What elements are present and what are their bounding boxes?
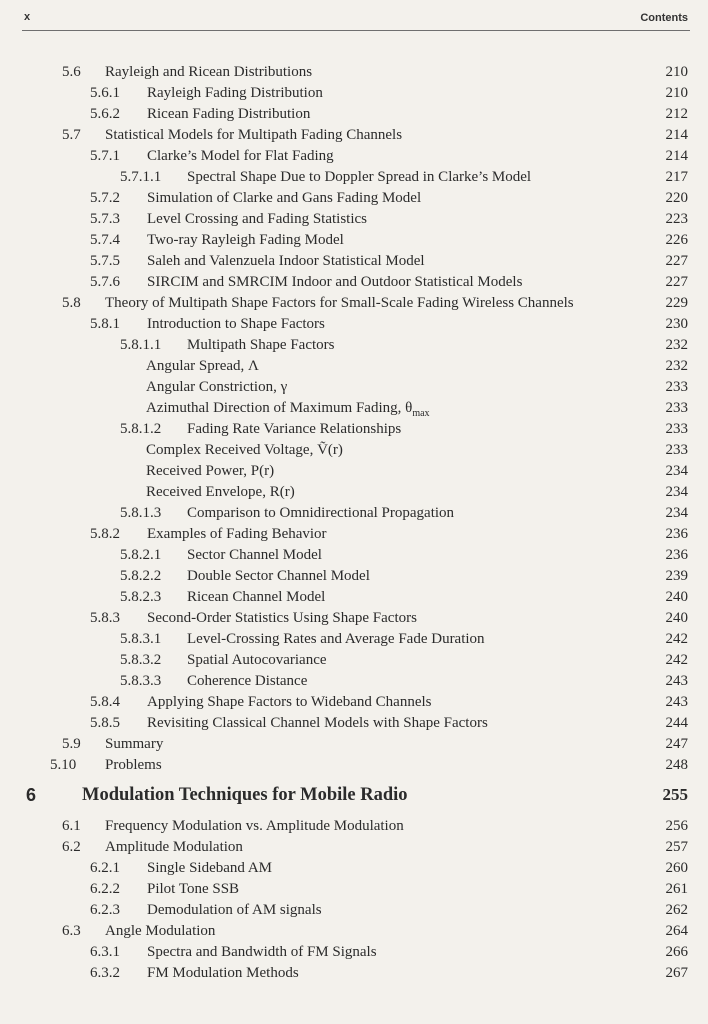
toc-entry-number: 5.8.1 — [90, 316, 120, 332]
toc-entry-title-text: Received Power, P(r) — [146, 463, 275, 479]
toc-entry-number: 5.9 — [62, 736, 81, 752]
toc-entry-title — [147, 211, 367, 228]
toc-entry-page: 233 — [665, 442, 688, 458]
toc-entry-title — [147, 190, 421, 207]
toc-entry-title — [187, 652, 327, 669]
toc-entry-number: 6.3.2 — [90, 965, 120, 981]
toc-entry-page: 239 — [665, 568, 688, 584]
toc-entry — [0, 944, 708, 964]
toc-entry-page: 226 — [665, 232, 688, 248]
toc-entry — [0, 148, 708, 168]
toc-entry — [0, 652, 708, 672]
toc-entry-title-text: Single Sideband AM — [147, 860, 273, 876]
toc-entry-title-text: Azimuthal Direction of Maximum Fading, θ — [146, 400, 413, 416]
toc-entry — [0, 232, 708, 252]
toc-entry — [0, 295, 708, 315]
toc-entry — [0, 442, 708, 462]
toc-entry-page: 255 — [662, 785, 688, 804]
toc-entry-page: 214 — [665, 127, 688, 143]
toc-entry-title — [105, 295, 574, 312]
toc-entry-title-text: Examples of Fading Behavior — [147, 526, 327, 542]
toc-entry-number: 5.7.3 — [90, 211, 120, 227]
toc-entry-title — [147, 316, 325, 333]
toc-entry-page: 227 — [665, 274, 688, 290]
toc-entry-title — [105, 757, 162, 774]
toc-entry-title-text: Theory of Multipath Shape Factors for Small-Scale Fading Wireless Channels — [105, 295, 574, 311]
toc-entry-number: 5.8.3.3 — [120, 673, 162, 689]
toc-entry-title-text: Sector Channel Model — [187, 547, 322, 563]
toc-entry — [0, 694, 708, 714]
toc-entry-number: 5.8 — [62, 295, 81, 311]
toc-entry-title — [147, 860, 272, 877]
toc-entry-number: 5.6 — [62, 64, 81, 80]
toc-entry-number: 6.2.2 — [90, 881, 120, 897]
toc-entry-title-text: Amplitude Modulation — [105, 839, 243, 855]
toc-entry-title — [105, 736, 163, 753]
toc-entry-title-text: Rayleigh Fading Distribution — [147, 85, 323, 101]
toc-entry-title — [147, 106, 310, 123]
toc-entry-title-text: Modulation Techniques for Mobile Radio — [82, 785, 408, 805]
toc-entry-title — [105, 64, 312, 81]
toc-entry-title-text: Angular Constriction, γ — [146, 379, 288, 395]
toc-entry-number: 5.8.2.1 — [120, 547, 162, 563]
toc-entry-number: 5.7 — [62, 127, 81, 143]
toc-entry-title-text: Demodulation of AM signals — [147, 902, 322, 918]
toc-entry-title — [147, 526, 327, 543]
toc-entry-title-text: Ricean Channel Model — [187, 589, 326, 605]
header-page-number: x — [24, 11, 31, 23]
toc-entry-title — [105, 818, 404, 835]
toc-entry-title-text: Multipath Shape Factors — [187, 337, 335, 353]
toc-entry-page: 261 — [665, 881, 688, 897]
toc-entry-title-text: Double Sector Channel Model — [187, 568, 370, 584]
toc-entry — [0, 673, 708, 693]
toc-entry — [0, 589, 708, 609]
toc-entry-title-text: FM Modulation Methods — [147, 965, 299, 981]
toc-entry-title — [146, 379, 287, 396]
toc-entry-title-subscript: max — [412, 408, 430, 419]
toc-entry-title-text: SIRCIM and SMRCIM Indoor and Outdoor Statistical Models — [147, 274, 523, 290]
toc-entry-page: 240 — [665, 589, 688, 605]
toc-entry-number: 6.1 — [62, 818, 81, 834]
toc-entry-title — [147, 694, 432, 711]
toc-entry-title-text: Spectral Shape Due to Doppler Spread in Clarke’s Model — [187, 169, 532, 185]
toc-entry-number: 5.7.1.1 — [120, 169, 162, 185]
toc-entry-page: 244 — [665, 715, 688, 731]
toc-entry-page: 260 — [665, 860, 688, 876]
toc-entry-title — [105, 127, 402, 144]
toc-entry-title-text: Problems — [105, 757, 162, 773]
toc-entry-title-text: Applying Shape Factors to Wideband Channels — [147, 694, 432, 710]
toc-entry-page: 257 — [665, 839, 688, 855]
toc-entry — [0, 127, 708, 147]
toc-entry-title — [147, 148, 334, 165]
toc-entry — [0, 631, 708, 651]
toc-entry — [0, 715, 708, 735]
toc-entry-title-text: Received Envelope, R(r) — [146, 484, 295, 500]
toc-entry — [0, 839, 708, 859]
toc-entry — [0, 757, 708, 777]
toc-entry-number: 5.8.3 — [90, 610, 120, 626]
toc-entry-number: 6.2 — [62, 839, 81, 855]
toc-entry-title-text: Complex Received Voltage, Ṽ(r) — [146, 442, 343, 458]
toc-entry — [0, 211, 708, 231]
toc-entry — [0, 421, 708, 441]
toc-entry-title-text: Statistical Models for Multipath Fading Channels — [105, 127, 403, 143]
toc-entry-title — [146, 463, 274, 480]
toc-entry-title-text: Angle Modulation — [105, 923, 216, 939]
header-title: Contents — [640, 12, 688, 24]
toc-entry-number: 5.7.5 — [90, 253, 120, 269]
toc-entry — [0, 610, 708, 630]
toc-entry-number: 5.6.1 — [90, 85, 120, 101]
toc-entry-title — [187, 673, 307, 690]
toc-entry-title-text: Rayleigh and Ricean Distributions — [105, 64, 313, 80]
toc-entry-page: 243 — [665, 694, 688, 710]
toc-entry — [0, 85, 708, 105]
toc-entry-number: 6.2.1 — [90, 860, 120, 876]
toc-entry-number: 5.7.4 — [90, 232, 120, 248]
toc-entry-page: 230 — [665, 316, 688, 332]
toc-entry-title-text: Fading Rate Variance Relationships — [187, 421, 402, 437]
toc-entry — [0, 358, 708, 378]
toc-entry-number: 5.8.3.2 — [120, 652, 162, 668]
toc-entry — [0, 818, 708, 838]
toc-entry-page: 233 — [665, 400, 688, 416]
toc-entry — [0, 923, 708, 943]
toc-entry-title — [146, 358, 259, 375]
toc-entry-title-text: Ricean Fading Distribution — [147, 106, 311, 122]
toc-entry-page: 223 — [665, 211, 688, 227]
toc-entry-page: 236 — [665, 526, 688, 542]
toc-entry-page: 234 — [665, 463, 688, 479]
toc-entry-title — [146, 442, 343, 459]
toc-entry-number: 5.8.2 — [90, 526, 120, 542]
toc-entry-page: 256 — [665, 818, 688, 834]
toc-entry-title — [105, 839, 243, 856]
toc-entry-page: 243 — [665, 673, 688, 689]
toc-entry-number: 6.3.1 — [90, 944, 120, 960]
toc-entry — [0, 568, 708, 588]
toc-entry — [0, 902, 708, 922]
toc-entry-page: 214 — [665, 148, 688, 164]
toc-entry-page: 232 — [665, 358, 688, 374]
toc-entry — [0, 881, 708, 901]
toc-entry-page: 233 — [665, 379, 688, 395]
toc-entry-title-text: Frequency Modulation vs. Amplitude Modulation — [105, 818, 404, 834]
toc-entry-page: 233 — [665, 421, 688, 437]
toc-entry-title — [147, 232, 344, 249]
toc-entry-page: 247 — [665, 736, 688, 752]
toc-entry-title — [187, 631, 485, 648]
toc-entry — [0, 400, 708, 420]
toc-entry-number: 5.6.2 — [90, 106, 120, 122]
toc-entry-title — [147, 965, 299, 982]
toc-entry-number: 5.10 — [50, 757, 77, 773]
toc-entry — [0, 64, 708, 84]
toc-entry-title-text: Level-Crossing Rates and Average Fade Duration — [187, 631, 485, 647]
toc-entry-page: 234 — [665, 505, 688, 521]
toc-entry-page: 210 — [665, 85, 688, 101]
toc-entry-page: 242 — [665, 631, 688, 647]
toc-entry-number: 5.8.4 — [90, 694, 120, 710]
toc-entry-number: 5.8.2.2 — [120, 568, 162, 584]
toc-entry-title — [147, 85, 323, 102]
toc-entry — [0, 337, 708, 357]
toc-entry-title-text: Pilot Tone SSB — [147, 881, 240, 897]
toc-entry-number: 5.8.2.3 — [120, 589, 162, 605]
toc-entry-page: 262 — [665, 902, 688, 918]
toc-entry — [0, 965, 708, 985]
toc-entry-page: 240 — [665, 610, 688, 626]
toc-entry — [0, 274, 708, 294]
toc-entry-number: 5.7.1 — [90, 148, 120, 164]
toc-entry-title — [82, 785, 408, 806]
toc-entry-number: 5.8.1.1 — [120, 337, 162, 353]
toc-entry-title-text: Summary — [105, 736, 164, 752]
toc-entry — [0, 547, 708, 567]
toc-entry — [0, 526, 708, 546]
toc-entry-number: 5.7.6 — [90, 274, 120, 290]
toc-entry-title-text: Introduction to Shape Factors — [147, 316, 325, 332]
toc-entry-title-text: Two-ray Rayleigh Fading Model — [147, 232, 344, 248]
toc-entry-title — [147, 253, 425, 270]
toc-entry-title — [187, 169, 531, 186]
toc-entry-title-text: Revisiting Classical Channel Models with Shape Factors — [147, 715, 488, 731]
toc-entry-title — [147, 944, 377, 961]
toc-entry — [0, 860, 708, 880]
toc-entry-title-text: Coherence Distance — [187, 673, 308, 689]
toc-entry-page: 217 — [665, 169, 688, 185]
toc-entry — [0, 379, 708, 399]
toc-entry-page: 266 — [665, 944, 688, 960]
toc-entry-page: 264 — [665, 923, 688, 939]
toc-entry-number: 5.8.1.2 — [120, 421, 162, 437]
toc-entry-title — [147, 610, 417, 627]
toc-entry — [0, 253, 708, 273]
toc-entry-title — [187, 547, 322, 564]
toc-entry-number: 6 — [26, 785, 37, 805]
toc-entry-number: 5.7.2 — [90, 190, 120, 206]
toc-entry — [0, 190, 708, 210]
toc-entry-page: 227 — [665, 253, 688, 269]
toc-entry-page: 242 — [665, 652, 688, 668]
toc-entry-page: 220 — [665, 190, 688, 206]
toc-entry-title — [146, 400, 430, 419]
toc-entry-title — [146, 484, 295, 501]
toc-entry — [0, 316, 708, 336]
toc-entry-page: 210 — [665, 64, 688, 80]
toc-entry-title-text: Spatial Autocovariance — [187, 652, 327, 668]
toc-entry-number: 5.8.1.3 — [120, 505, 162, 521]
toc-entry-title — [187, 421, 401, 438]
toc-entry-page: 212 — [665, 106, 688, 122]
toc-entry — [0, 106, 708, 126]
toc-entry-title — [187, 589, 325, 606]
toc-entry-title-text: Clarke’s Model for Flat Fading — [147, 148, 334, 164]
toc-entry — [0, 463, 708, 483]
toc-entry — [0, 484, 708, 504]
toc-entry-title — [187, 505, 454, 522]
toc-entry-title-text: Spectra and Bandwidth of FM Signals — [147, 944, 377, 960]
toc-entry-title — [187, 568, 370, 585]
toc-entry-title — [147, 902, 322, 919]
toc-entry-title-text: Second-Order Statistics Using Shape Factors — [147, 610, 417, 626]
toc-entry-page: 232 — [665, 337, 688, 353]
toc-entry-title-text: Saleh and Valenzuela Indoor Statistical Model — [147, 253, 425, 269]
toc-entry-page: 267 — [665, 965, 688, 981]
toc-entry-page: 248 — [665, 757, 688, 773]
toc-entry-title — [147, 274, 522, 291]
toc-entry-number: 6.2.3 — [90, 902, 120, 918]
toc-entry — [0, 169, 708, 189]
toc-entry-title — [147, 715, 488, 732]
toc-entry — [0, 736, 708, 756]
toc-entry-number: 6.3 — [62, 923, 81, 939]
toc-entry-title — [105, 923, 215, 940]
toc-entry-title-text: Level Crossing and Fading Statistics — [147, 211, 367, 227]
toc-entry-title — [147, 881, 239, 898]
toc-entry — [0, 505, 708, 525]
toc-chapter-entry — [0, 785, 708, 805]
toc-entry-page: 234 — [665, 484, 688, 500]
toc-entry-number: 5.8.5 — [90, 715, 120, 731]
toc-entry-page: 236 — [665, 547, 688, 563]
toc-entry-title-text: Simulation of Clarke and Gans Fading Model — [147, 190, 422, 206]
toc-entry-title-text: Comparison to Omnidirectional Propagation — [187, 505, 455, 521]
toc-entry-title — [187, 337, 334, 354]
toc-entry-number: 5.8.3.1 — [120, 631, 162, 647]
toc-entry-page: 229 — [665, 295, 688, 311]
toc-entry-title-text: Angular Spread, Λ — [146, 358, 259, 374]
